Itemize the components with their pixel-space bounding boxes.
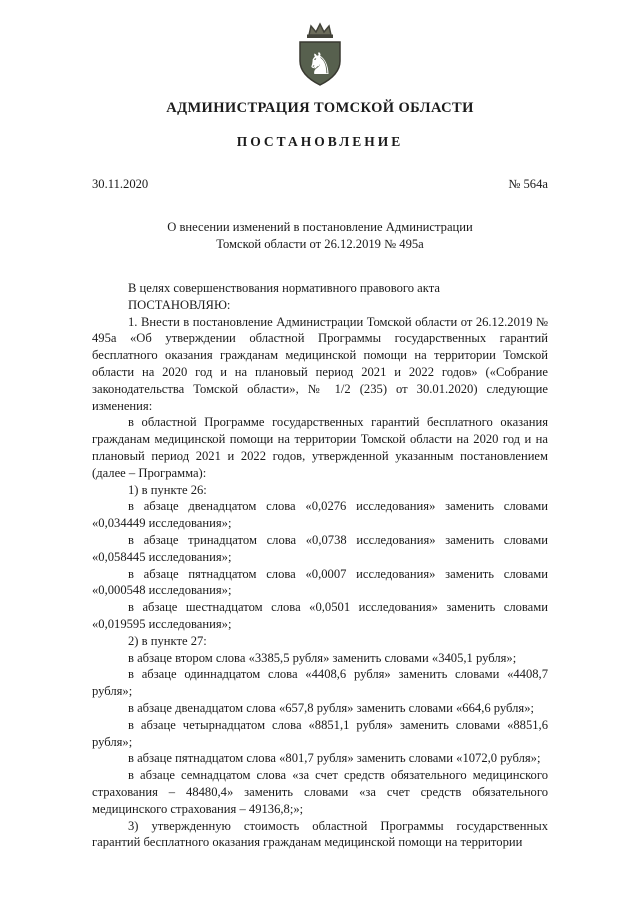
paragraph: 2) в пункте 27: — [128, 633, 207, 648]
tomsk-oblast-emblem-icon — [292, 22, 348, 88]
coat-of-arms — [92, 22, 548, 88]
paragraph: в абзаце пятнадцатом слова «801,7 рубля» заменить словами «1072,0 рубля»; — [128, 751, 541, 766]
paragraph: в абзаце четырнадцатом слова «8851,1 рубля» заменить словами «8851,6 рубля»; — [92, 717, 548, 749]
doc-number: № 564а — [508, 177, 548, 191]
paragraph: в абзаце двенадцатом слова «657,8 рубля» заменить словами «664,6 рубля»; — [128, 700, 535, 715]
doc-type: ПОСТАНОВЛЕНИЕ — [236, 134, 404, 149]
doc-date: 30.11.2020 — [92, 177, 149, 191]
doc-meta — [92, 177, 548, 192]
document-body — [92, 280, 548, 851]
paragraph: в абзаце шестнадцатом слова «0,0501 исследования» заменить словами «0,019595 исследования»; — [92, 600, 548, 631]
paragraph: в абзаце одиннадцатом слова «4408,6 рубля» заменить словами «4408,7 рубля»; — [92, 667, 548, 699]
paragraph: в абзаце тринадцатом слова «0,0738 исследования» заменить словами «0,058445 исследования»; — [92, 532, 548, 564]
paragraph: ПОСТАНОВЛЯЮ: — [128, 297, 231, 312]
paragraph: 3) утвержденную стоимость областной Программы государственных гарантий бесплатного оказания гражданам медицинской помощи на территории — [92, 818, 548, 850]
paragraph: в абзаце втором слова «3385,5 рубля» заменить словами «3405,1 рубля»; — [128, 650, 517, 665]
svg-text:♞: ♞ — [306, 47, 334, 82]
paragraph: В целях совершенствования нормативного правового акта — [128, 281, 440, 295]
paragraph: 1) в пункте 26: — [128, 482, 207, 497]
paragraph: 1. Внести в постановление Администрации Томской области от 26.12.2019 № 495а «Об утверждении областной Программы государственных гарантий бесплатного оказания гражданам медицинской помощи на территории Томской области на 2020 год и на плановый период 2021 и 2022 годов» («Собрание законодательства Томской области», № 1/2 (235) от 30.01.2020) следующие изменения: — [92, 314, 548, 413]
org-name: АДМИНИСТРАЦИЯ ТОМСКОЙ ОБЛАСТИ — [166, 100, 474, 116]
paragraph: в областной Программе государственных гарантий бесплатного оказания гражданам медицинской помощи на территории Томской области на 2020 год и на плановый период 2021 и 2022 годов, утвержденной указанным постановлением (далее – Программа): — [92, 415, 548, 480]
doc-title-line2: Томской области от 26.12.2019 № 495а — [216, 236, 424, 251]
paragraph: в абзаце пятнадцатом слова «0,0007 исследования» заменить словами «0,000548 исследования»; — [92, 566, 548, 598]
paragraph: в абзаце семнадцатом слова «за счет средств обязательного медицинского страхования – 48480,4» заменить словами «за счет средств обязательного медицинского страхования – 49136,8;»; — [92, 768, 548, 816]
doc-title-line1: О внесении изменений в постановление Администрации — [167, 220, 473, 234]
paragraph: в абзаце двенадцатом слова «0,0276 исследования» заменить словами «0,034449 исследования»; — [92, 499, 548, 531]
doc-title — [92, 219, 548, 252]
